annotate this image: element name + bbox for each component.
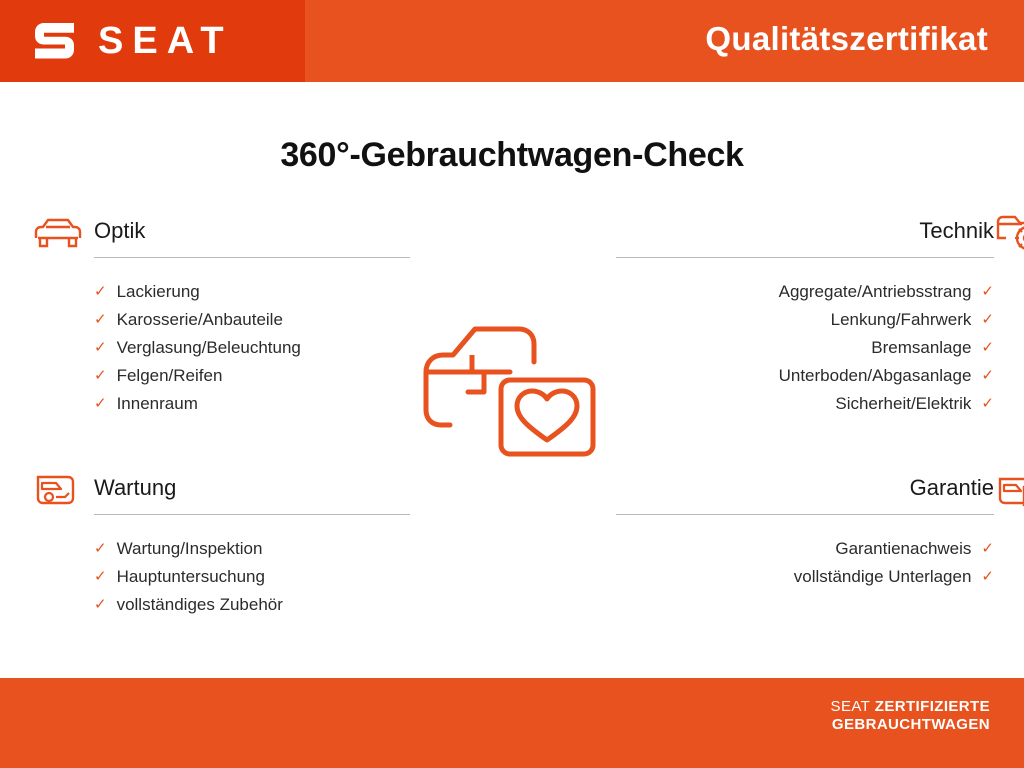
list-item-label: Karosserie/Anbauteile	[116, 310, 283, 329]
brand-wordmark: SEAT	[98, 20, 233, 62]
list-item	[616, 306, 994, 334]
list-item	[32, 591, 410, 619]
list-item-label: Unterboden/Abgasanlage	[778, 366, 972, 385]
section-optik	[32, 218, 410, 434]
checklist-optik	[32, 278, 410, 418]
section-title: Garantie	[909, 475, 994, 500]
section-title: Wartung	[94, 475, 177, 500]
check-icon: ✓	[94, 540, 107, 557]
list-item-label: Lenkung/Fahrwerk	[830, 310, 972, 329]
car-checkmark-icon	[994, 469, 1024, 511]
list-item-label: Aggregate/Antriebsstrang	[778, 282, 972, 301]
check-icon: ✓	[94, 283, 107, 300]
list-item-label: Felgen/Reifen	[116, 366, 223, 385]
check-icon: ✓	[981, 311, 994, 328]
list-item-label: Hauptuntersuchung	[116, 567, 265, 586]
check-icon: ✓	[981, 367, 994, 384]
section-divider	[94, 257, 410, 258]
check-icon: ✓	[94, 395, 107, 412]
list-item-label: Verglasung/Beleuchtung	[116, 338, 301, 357]
brand-block	[0, 0, 305, 82]
check-icon: ✓	[94, 311, 107, 328]
list-item	[616, 563, 994, 591]
checklist-wartung	[32, 535, 410, 619]
list-item	[32, 334, 410, 362]
check-icon: ✓	[981, 283, 994, 300]
list-item-label: Sicherheit/Elektrik	[835, 394, 972, 413]
footer-line-1	[831, 698, 990, 716]
header-title: Qualitätszertifikat	[705, 20, 988, 57]
list-item-label: Bremsanlage	[871, 338, 972, 357]
check-icon: ✓	[94, 596, 107, 613]
list-item-label: Lackierung	[116, 282, 200, 301]
check-icon: ✓	[981, 568, 994, 585]
list-item-label: Innenraum	[116, 394, 198, 413]
footer-bold-word: ZERTIFIZIERTE	[874, 698, 990, 715]
check-icon: ✓	[981, 339, 994, 356]
check-icon: ✓	[981, 540, 994, 557]
list-item	[616, 390, 994, 418]
page-title	[0, 136, 1024, 175]
list-item	[32, 563, 410, 591]
section-header-wartung	[32, 475, 410, 521]
section-header-garantie	[616, 475, 994, 521]
list-item	[616, 278, 994, 306]
list-item	[616, 535, 994, 563]
page-title-number: 360	[280, 136, 337, 174]
footer-bar	[0, 678, 1024, 768]
check-icon: ✓	[981, 395, 994, 412]
list-item-label: vollständiges Zubehör	[116, 595, 283, 614]
footer-text-block	[831, 698, 990, 735]
check-icon: ✓	[94, 339, 107, 356]
section-wartung	[32, 475, 410, 635]
list-item-label: Wartung/Inspektion	[116, 539, 263, 558]
section-divider	[94, 514, 410, 515]
section-garantie	[616, 475, 994, 607]
section-title: Technik	[919, 218, 994, 243]
car-front-icon	[32, 212, 84, 254]
check-icon: ✓	[94, 367, 107, 384]
section-divider	[616, 514, 994, 515]
checklist-garantie	[616, 535, 994, 591]
list-item	[616, 334, 994, 362]
car-heart-icon	[412, 292, 612, 472]
list-item-label: Garantienachweis	[835, 539, 972, 558]
list-item	[32, 535, 410, 563]
section-header-technik	[616, 218, 994, 264]
footer-line-2: GEBRAUCHTWAGEN	[831, 716, 990, 734]
car-wrench-icon	[32, 469, 84, 511]
check-icon: ✓	[94, 568, 107, 585]
section-technik	[616, 218, 994, 434]
section-title: Optik	[94, 218, 146, 243]
list-item	[32, 390, 410, 418]
list-item-label: vollständige Unterlagen	[793, 567, 972, 586]
list-item	[616, 362, 994, 390]
footer-brand: SEAT	[830, 698, 871, 715]
page-title-degree: °	[336, 136, 350, 174]
list-item	[32, 362, 410, 390]
section-divider	[616, 257, 994, 258]
header-bar	[0, 0, 1024, 82]
section-header-optik	[32, 218, 410, 264]
list-item	[32, 306, 410, 334]
list-item	[32, 278, 410, 306]
checklist-technik	[616, 278, 994, 418]
seat-s-logo-icon	[34, 19, 76, 63]
page-title-rest: -Gebrauchtwagen-Check	[349, 136, 744, 174]
car-gear-icon	[994, 212, 1024, 254]
